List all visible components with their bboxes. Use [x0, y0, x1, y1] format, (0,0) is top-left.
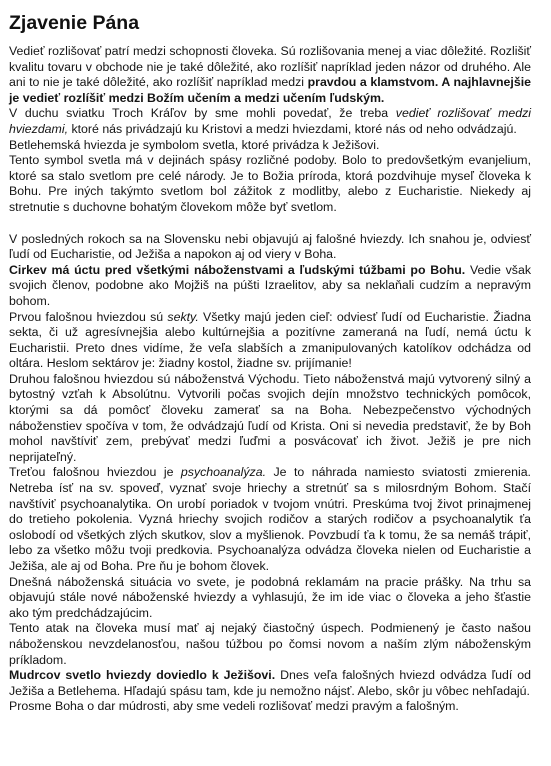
text-run: Tento atak na človeka musí mať aj nejaký čiastočný úspech. Podmienený je často našou náboženskou nevzdelanosťou, našou túžbou po čomsi novom a naším zlým náboženským príkladom.: [9, 621, 531, 667]
paragraph: [9, 106, 531, 137]
paragraph: [9, 44, 531, 106]
italic-text: sekty.: [167, 309, 199, 324]
paragraph-spacer: [9, 216, 531, 232]
text-run: Prosme Boha o dar múdrosti, aby sme vedeli rozlišovať medzi pravým a falošným.: [9, 699, 459, 714]
paragraph: [9, 263, 531, 310]
italic-text: vedieť rozlišovať medzi hviezdami,: [9, 106, 531, 136]
paragraph: [9, 310, 531, 372]
text-run: V posledných rokoch sa na Slovensku nebi objavujú aj falošné hviezdy. Ich snahou je, odviesť ľudí od Eucharistie, od Ježiša a napokon aj od viery v Boha.: [9, 231, 531, 262]
text-run: ktoré nás privádzajú ku Kristovi a medzi hviezdami, ktoré nás od neho odvádzajú.: [68, 121, 517, 136]
text-run: Treťou falošnou hviezdou je: [9, 465, 181, 480]
document-title: Zjavenie Pána: [9, 12, 140, 34]
paragraph: [9, 465, 531, 574]
text-run: Prvou falošnou hviezdou sú: [9, 309, 168, 324]
paragraph: [9, 153, 531, 215]
text-run: Všetky majú jeden cieľ: odviesť ľudí od Eucharistie. Žiadna sekta, či už agresívnejšia alebo kultúrnejšia a pozitívne zameraná na ľudí, nemá úctu k Eucharistii. Preto dnes vidíme, že veľa slabších a zmanipulovaných katolíkov odchádza od oltára. Heslom sektárov je: žiadny kostol, žiadne sv. prijímanie!: [9, 309, 531, 371]
italic-text: psychoanalýza.: [180, 465, 267, 480]
paragraph: [9, 138, 531, 154]
paragraph: [9, 232, 531, 263]
text-run: Betlehemská hviezda je symbolom svetla, ktoré privádza k Ježišovi.: [9, 137, 380, 152]
bold-text: pravdou a klamstvom. A najhlavnejšie je vedieť rozlíšiť medzi Božím učením a medzi učením ľudským.: [9, 75, 531, 105]
paragraph: [9, 372, 531, 466]
text-run: Dnešná náboženská situácia vo svete, je podobná reklamám na pracie prášky. Na trhu sa objavujú stále nové náboženské hviezdy a vyhlasujú, že im ide viac o človeka a jeho šťastie ako tým predchádzajúcim.: [9, 574, 531, 620]
paragraph: [9, 575, 531, 622]
text-run: Tento symbol svetla má v dejinách spásy rozličné podoby. Bolo to predovšetkým evanjelium, ktoré sa stalo svetlom pre celé národy. Je to Božia príroda, ktorá pozdvihuje myseľ človeka k Bohu. Pre iných takýmto svetlom bol zážitok z modlitby, alebo z Eucharistie. Niekedy aj stretnutie s duchovne bohatým človekom môže byť svetlom.: [9, 153, 531, 214]
text-run: Vedie však svojich členov, podobne ako Mojžiš na púšti Izraelitov, aby sa neklaňali cudzím a nepravým bohom.: [9, 262, 531, 308]
document-body: [9, 44, 531, 715]
bold-text: Cirkev má úctu pred všetkými náboženstvami a ľudskými túžbami po Bohu.: [9, 262, 466, 277]
paragraph: [9, 668, 531, 699]
document-page: [9, 0, 531, 715]
text-run: Druhou falošnou hviezdou sú náboženstvá Východu. Tieto náboženstvá majú vytvorený silný a bytostný vzťah k Absolútnu. Vytvorili počas svojich dejín množstvo technických pomôcok, ktorými sa dá pomôcť človeku zamerať sa na Boha. Nebezpečenstvo východných náboženstiev spočíva v tom, že odvádzajú ľudí od Krista. Oni si nevedia predstaviť, že by Boh mohol navštíviť zem, prebývať medzi ľuďmi a posvácovať ich život. Ježiš je pre nich neprijateľný.: [9, 371, 531, 464]
text-run: V duchu sviatku Troch Kráľov by sme mohli povedať, že treba: [9, 106, 396, 121]
text-run: Dnes veľa falošných hviezd odvádza ľudí od Ježiša a Betlehema. Hľadajú spásu tam, kde ju nemožno nájsť. Alebo, skôr ju vôbec nehľadajú.: [9, 668, 531, 698]
paragraph: [9, 699, 531, 715]
bold-text: Mudrcov svetlo hviezdy doviedlo k Ježišovi.: [9, 668, 276, 683]
text-run: Je to náhrada namiesto sviatosti zmierenia. Netreba ísť na sv. spoveď, vyznať svoje hriechy a stretnúť sa s milosrdným Bohom. Stačí navštíviť psychoanalytika. On urobí poriadok v tvojom vnútri. Preskúma tvoj život prinajmenej do tretieho pokolenia. Vyzná hriechy svojich rodičov a starých rodičov a psychoanalytik ťa oslobodí od všetkých zlých skutkov, slov a myšlienok. Povzbudí ťa k tomu, že sa nemáš trápiť, lebo za všetko môžu tvoji predkovia. Psychoanalýza odvádza človeka nielen od Eucharistie a Ježiša, ale aj od Boha. Pre ňu je bohom človek.: [9, 465, 531, 573]
text-run: Vedieť rozlišovať patrí medzi schopnosti človeka. Sú rozlišovania menej a viac dôležité. Rozlišiť kvalitu tovaru v obchode nie je také dôležité, ako rozlíšiť napríklad jeden názor od druhého. Ale ani to nie je také dôležité, ako rozlíšiť napríklad medzi: [9, 44, 531, 90]
paragraph: [9, 621, 531, 668]
